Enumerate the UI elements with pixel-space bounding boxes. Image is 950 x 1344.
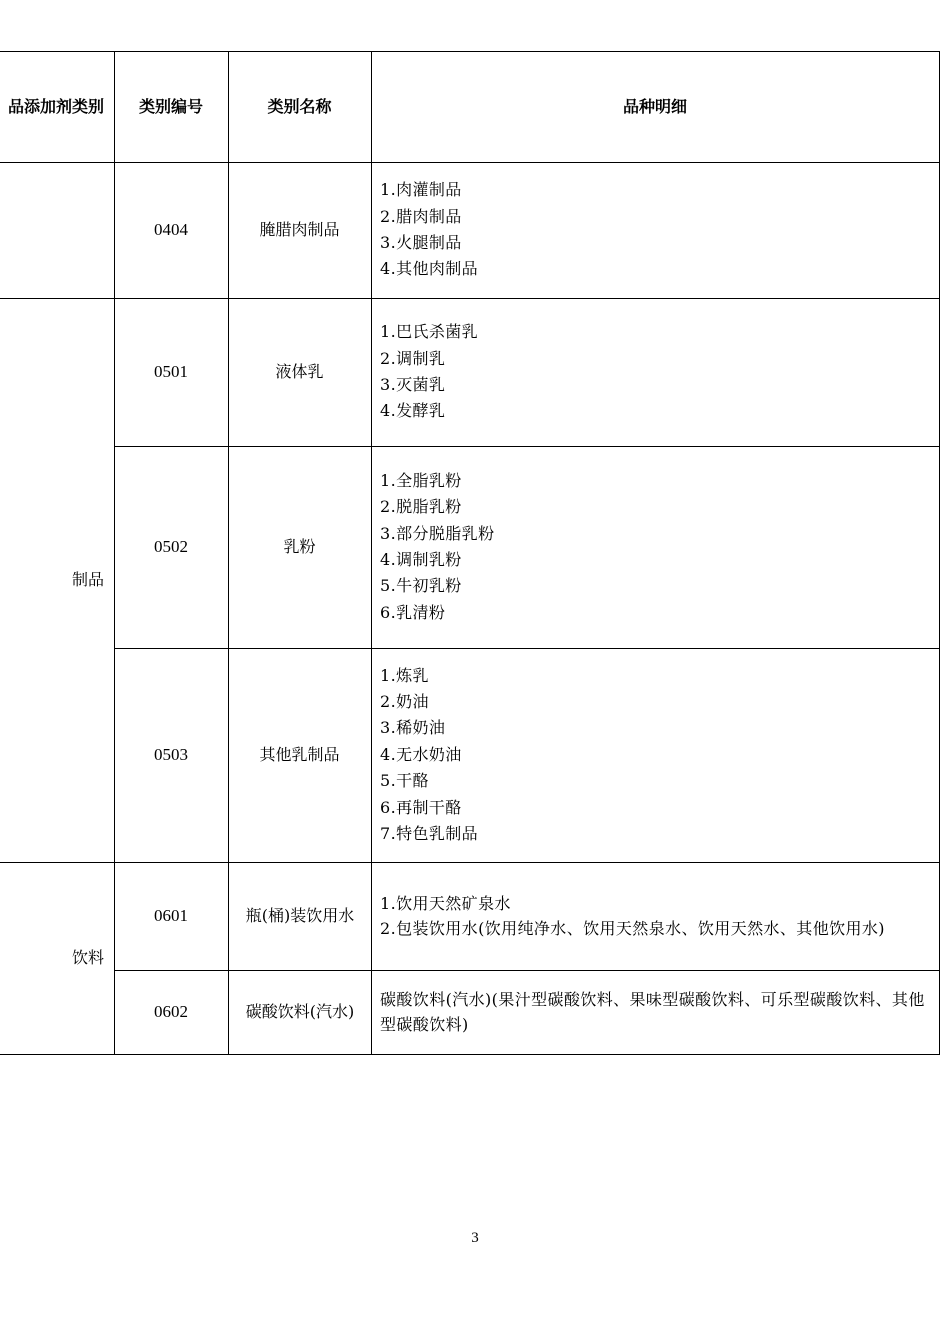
detail-item: 4.调制乳粉 [380,550,462,569]
detail-item: 3.火腿制品 [380,233,462,252]
category-group-cell [0,298,114,862]
detail-item: 4.其他肉制品 [380,259,479,279]
table-border-bottom [0,1054,940,1055]
header-category: 品添加剂类别 [7,97,104,116]
header-category-cell [0,51,114,162]
detail-item: 2.调制乳 [380,348,446,368]
detail-item: 4.发酵乳 [380,401,446,421]
header-details: 品种明细 [622,96,687,116]
row-details [380,862,932,970]
detail-item: 2.奶油 [380,691,429,711]
row-code: 0602 [154,1002,188,1021]
row-name: 瓶(桶)装饮用水 [245,906,355,925]
detail-item: 碳酸饮料(汽水)(果汁型碳酸饮料、果味型碳酸饮料、可乐型碳酸饮料、其他型碳酸饮料) [380,990,925,1034]
detail-item: 3.稀奶油 [380,718,446,738]
detail-item: 1.饮用天然矿泉水 [380,894,511,913]
header-code: 类别编号 [138,96,203,116]
row-code: 0404 [154,220,188,239]
detail-item: 4.无水奶油 [380,744,462,764]
detail-item: 2.包装饮用水(饮用纯净水、饮用天然泉水、饮用天然水、其他饮用水) [380,919,885,938]
detail-item: 1.炼乳 [380,665,429,685]
detail-item: 7.特色乳制品 [380,824,479,844]
row-name: 液体乳 [275,362,324,381]
category-group-label: 制品 [71,570,104,589]
row-name: 碳酸饮料(汽水) [245,1002,355,1021]
category-group-cell [0,862,114,1054]
detail-item: 5.干酪 [380,771,429,791]
row-details [380,970,932,1054]
category-group-label: 饮料 [71,948,104,967]
detail-item: 3.灭菌乳 [380,375,446,394]
table-border-right [939,51,940,1055]
row-details [380,648,932,862]
detail-item: 5.牛初乳粉 [380,576,462,596]
detail-item: 2.脱脂乳粉 [380,497,462,517]
row-name: 其他乳制品 [259,745,340,764]
row-details [380,162,932,298]
row-name: 腌腊肉制品 [259,220,340,239]
row-code: 0503 [154,745,188,764]
header-name: 类别名称 [267,96,332,116]
column-divider [371,51,372,1055]
detail-item: 1.全脂乳粉 [380,470,462,490]
detail-item: 6.乳清粉 [380,602,446,622]
row-code: 0601 [154,906,188,925]
detail-item: 2.腊肉制品 [380,206,462,226]
page-number: 3 [471,1230,479,1246]
detail-item: 1.巴氏杀菌乳 [380,322,479,342]
row-code: 0501 [154,362,188,381]
detail-item: 3.部分脱脂乳粉 [380,523,495,543]
row-code: 0502 [154,537,188,556]
row-name: 乳粉 [283,537,316,556]
row-details [380,298,932,446]
row-details [380,446,932,648]
detail-item: 6.再制干酪 [380,797,462,817]
detail-item: 1.肉灌制品 [380,180,462,200]
